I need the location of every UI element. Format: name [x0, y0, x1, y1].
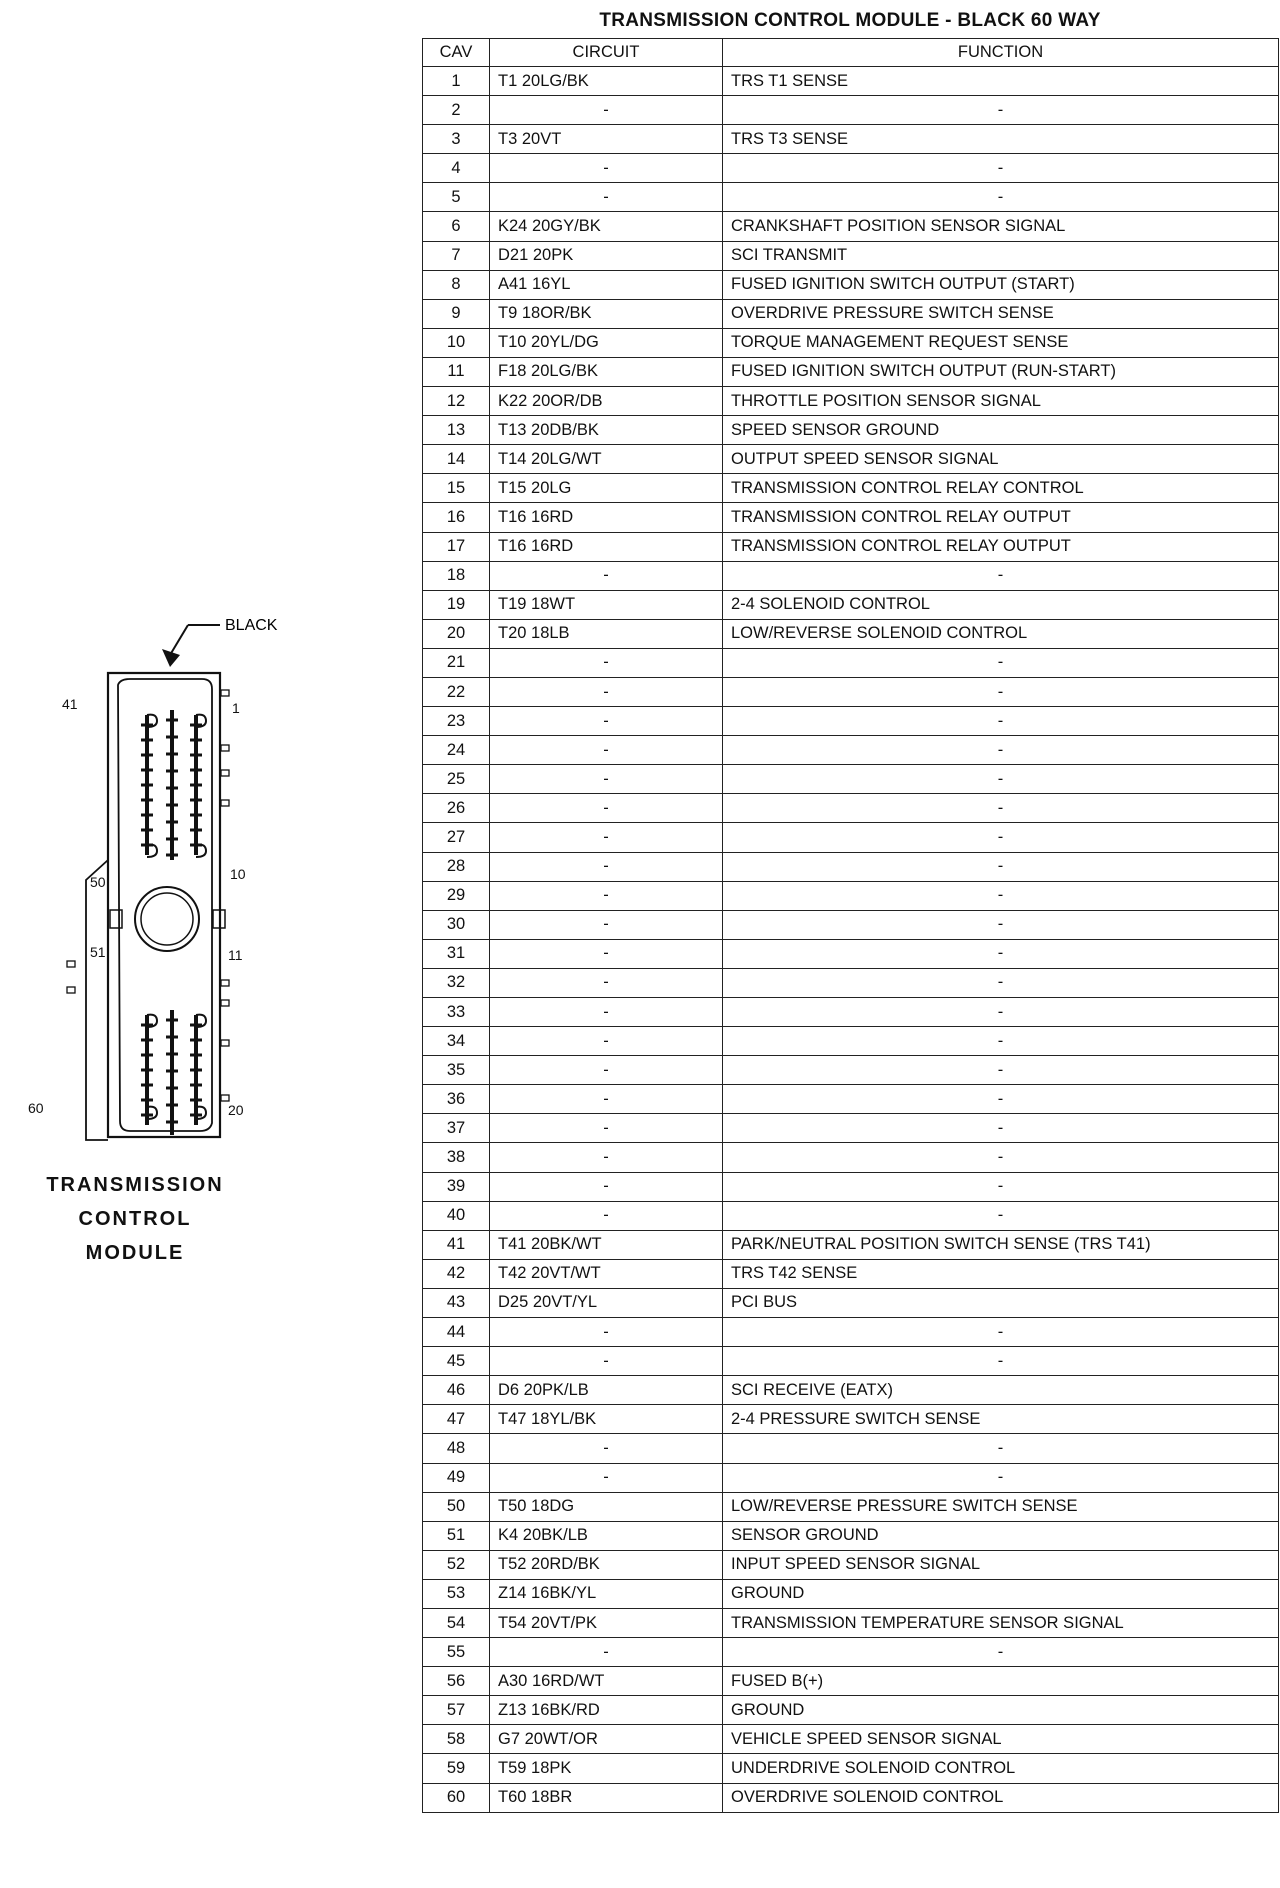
- table-row: [423, 648, 1279, 677]
- function-cell: 2-4 PRESSURE SWITCH SENSE: [723, 1405, 1279, 1434]
- function-cell: -: [723, 765, 1279, 794]
- cav-cell: 40: [423, 1201, 490, 1230]
- table-row: [423, 445, 1279, 474]
- caption-line: CONTROL: [78, 1208, 192, 1230]
- table-row: [423, 1318, 1279, 1347]
- circuit-cell: -: [490, 561, 723, 590]
- circuit-cell: T13 20DB/BK: [490, 416, 723, 445]
- circuit-cell: -: [490, 1172, 723, 1201]
- circuit-cell: T9 18OR/BK: [490, 299, 723, 328]
- cav-cell: 18: [423, 561, 490, 590]
- cav-cell: 20: [423, 619, 490, 648]
- table-row: [423, 765, 1279, 794]
- circuit-cell: -: [490, 881, 723, 910]
- cav-cell: 58: [423, 1725, 490, 1754]
- function-cell: FUSED IGNITION SWITCH OUTPUT (RUN-START): [723, 357, 1279, 386]
- table-row: [423, 299, 1279, 328]
- function-cell: -: [723, 1143, 1279, 1172]
- function-cell: SCI RECEIVE (EATX): [723, 1376, 1279, 1405]
- cav-cell: 27: [423, 823, 490, 852]
- table-row: [423, 1638, 1279, 1667]
- caption-line: TRANSMISSION: [46, 1174, 224, 1196]
- table-row: [423, 1085, 1279, 1114]
- cav-cell: 43: [423, 1288, 490, 1317]
- pinout-table: [422, 38, 1279, 1813]
- function-cell: SPEED SENSOR GROUND: [723, 416, 1279, 445]
- table-row: [423, 1579, 1279, 1608]
- circuit-cell: T3 20VT: [490, 125, 723, 154]
- table-row: [423, 67, 1279, 96]
- table-row: [423, 1667, 1279, 1696]
- cav-cell: 51: [423, 1521, 490, 1550]
- table-row: [423, 561, 1279, 590]
- table-row: [423, 1347, 1279, 1376]
- table-row: [423, 154, 1279, 183]
- function-cell: -: [723, 707, 1279, 736]
- circuit-cell: -: [490, 1114, 723, 1143]
- table-row: [423, 1027, 1279, 1056]
- cav-cell: 46: [423, 1376, 490, 1405]
- table-row: [423, 1434, 1279, 1463]
- circuit-cell: -: [490, 794, 723, 823]
- cav-cell: 45: [423, 1347, 490, 1376]
- cav-cell: 7: [423, 241, 490, 270]
- function-cell: -: [723, 852, 1279, 881]
- table-row: [423, 503, 1279, 532]
- table-row: [423, 939, 1279, 968]
- table-row: [423, 736, 1279, 765]
- cav-cell: 42: [423, 1259, 490, 1288]
- circuit-cell: -: [490, 852, 723, 881]
- cav-cell: 15: [423, 474, 490, 503]
- function-cell: TRS T42 SENSE: [723, 1259, 1279, 1288]
- circuit-cell: -: [490, 998, 723, 1027]
- cav-cell: 19: [423, 590, 490, 619]
- circuit-cell: -: [490, 707, 723, 736]
- cav-cell: 4: [423, 154, 490, 183]
- circuit-cell: -: [490, 1085, 723, 1114]
- function-cell: -: [723, 1201, 1279, 1230]
- function-cell: PCI BUS: [723, 1288, 1279, 1317]
- function-cell: OVERDRIVE PRESSURE SWITCH SENSE: [723, 299, 1279, 328]
- table-row: [423, 328, 1279, 357]
- cav-cell: 35: [423, 1056, 490, 1085]
- function-cell: OUTPUT SPEED SENSOR SIGNAL: [723, 445, 1279, 474]
- cav-cell: 60: [423, 1783, 490, 1812]
- cav-cell: 12: [423, 387, 490, 416]
- connector-flange: [86, 860, 108, 1140]
- function-cell: -: [723, 1056, 1279, 1085]
- cav-cell: 56: [423, 1667, 490, 1696]
- cav-cell: 33: [423, 998, 490, 1027]
- circuit-cell: -: [490, 183, 723, 212]
- table-row: [423, 1521, 1279, 1550]
- cav-cell: 54: [423, 1608, 490, 1637]
- circuit-cell: T16 16RD: [490, 503, 723, 532]
- table-row: [423, 1550, 1279, 1579]
- cav-cell: 57: [423, 1696, 490, 1725]
- cav-cell: 55: [423, 1638, 490, 1667]
- table-row: [423, 677, 1279, 706]
- table-row: [423, 1754, 1279, 1783]
- pin-label-20: 20: [228, 1102, 244, 1118]
- table-row: [423, 1143, 1279, 1172]
- circuit-cell: -: [490, 1638, 723, 1667]
- function-cell: -: [723, 939, 1279, 968]
- circuit-cell: D6 20PK/LB: [490, 1376, 723, 1405]
- pointer-line: [170, 625, 188, 655]
- table-row: [423, 125, 1279, 154]
- table-row: [423, 881, 1279, 910]
- table-row: [423, 1288, 1279, 1317]
- table-row: [423, 1376, 1279, 1405]
- function-cell: TRANSMISSION CONTROL RELAY OUTPUT: [723, 503, 1279, 532]
- cav-cell: 52: [423, 1550, 490, 1579]
- circuit-cell: -: [490, 736, 723, 765]
- table-row: [423, 823, 1279, 852]
- table-row: [423, 1259, 1279, 1288]
- cav-cell: 17: [423, 532, 490, 561]
- function-cell: -: [723, 1434, 1279, 1463]
- circuit-cell: T19 18WT: [490, 590, 723, 619]
- function-cell: SCI TRANSMIT: [723, 241, 1279, 270]
- table-row: [423, 590, 1279, 619]
- circuit-cell: D21 20PK: [490, 241, 723, 270]
- cav-cell: 5: [423, 183, 490, 212]
- black-label: BLACK: [225, 617, 278, 634]
- cav-cell: 39: [423, 1172, 490, 1201]
- table-row: [423, 794, 1279, 823]
- circuit-cell: A30 16RD/WT: [490, 1667, 723, 1696]
- function-cell: VEHICLE SPEED SENSOR SIGNAL: [723, 1725, 1279, 1754]
- header-function: FUNCTION: [723, 39, 1279, 67]
- table-row: [423, 532, 1279, 561]
- function-cell: UNDERDRIVE SOLENOID CONTROL: [723, 1754, 1279, 1783]
- table-row: [423, 387, 1279, 416]
- connector-diagram: [20, 615, 290, 1155]
- table-row: [423, 357, 1279, 386]
- table-row: [423, 1201, 1279, 1230]
- cav-cell: 3: [423, 125, 490, 154]
- circuit-cell: K4 20BK/LB: [490, 1521, 723, 1550]
- cav-cell: 48: [423, 1434, 490, 1463]
- circuit-cell: -: [490, 968, 723, 997]
- circuit-cell: -: [490, 910, 723, 939]
- function-cell: -: [723, 183, 1279, 212]
- function-cell: -: [723, 96, 1279, 125]
- cav-cell: 23: [423, 707, 490, 736]
- table-row: [423, 1463, 1279, 1492]
- table-row: [423, 270, 1279, 299]
- module-caption: [40, 1168, 230, 1270]
- circuit-cell: -: [490, 677, 723, 706]
- function-cell: -: [723, 998, 1279, 1027]
- circuit-cell: Z14 16BK/YL: [490, 1579, 723, 1608]
- function-cell: THROTTLE POSITION SENSOR SIGNAL: [723, 387, 1279, 416]
- pin-label-41: 41: [62, 696, 78, 712]
- table-row: [423, 1725, 1279, 1754]
- table-row: [423, 1230, 1279, 1259]
- cav-cell: 8: [423, 270, 490, 299]
- function-cell: -: [723, 1114, 1279, 1143]
- circuit-cell: Z13 16BK/RD: [490, 1696, 723, 1725]
- function-cell: GROUND: [723, 1696, 1279, 1725]
- function-cell: TRANSMISSION TEMPERATURE SENSOR SIGNAL: [723, 1608, 1279, 1637]
- circuit-cell: -: [490, 1143, 723, 1172]
- cav-cell: 6: [423, 212, 490, 241]
- function-cell: -: [723, 1027, 1279, 1056]
- side-latch-left: [110, 910, 122, 928]
- circuit-cell: -: [490, 1463, 723, 1492]
- function-cell: -: [723, 823, 1279, 852]
- function-cell: -: [723, 1347, 1279, 1376]
- circuit-cell: G7 20WT/OR: [490, 1725, 723, 1754]
- cav-cell: 16: [423, 503, 490, 532]
- table-row: [423, 1114, 1279, 1143]
- circuit-cell: T60 18BR: [490, 1783, 723, 1812]
- table-row: [423, 968, 1279, 997]
- function-cell: INPUT SPEED SENSOR SIGNAL: [723, 1550, 1279, 1579]
- cav-cell: 21: [423, 648, 490, 677]
- circuit-cell: -: [490, 1347, 723, 1376]
- function-cell: -: [723, 1318, 1279, 1347]
- function-cell: FUSED B(+): [723, 1667, 1279, 1696]
- function-cell: -: [723, 910, 1279, 939]
- table-row: [423, 183, 1279, 212]
- function-cell: TORQUE MANAGEMENT REQUEST SENSE: [723, 328, 1279, 357]
- circuit-cell: T59 18PK: [490, 1754, 723, 1783]
- function-cell: -: [723, 154, 1279, 183]
- center-boss-inner: [141, 893, 193, 945]
- function-cell: TRANSMISSION CONTROL RELAY CONTROL: [723, 474, 1279, 503]
- cav-cell: 25: [423, 765, 490, 794]
- circuit-cell: -: [490, 154, 723, 183]
- pin-label-10: 10: [230, 866, 246, 882]
- table-row: [423, 212, 1279, 241]
- function-cell: -: [723, 881, 1279, 910]
- circuit-cell: D25 20VT/YL: [490, 1288, 723, 1317]
- table-row: [423, 96, 1279, 125]
- circuit-cell: -: [490, 939, 723, 968]
- circuit-cell: -: [490, 1318, 723, 1347]
- cav-cell: 37: [423, 1114, 490, 1143]
- pin-label-11: 11: [228, 947, 243, 963]
- pin-label-51: 51: [90, 944, 106, 960]
- function-cell: -: [723, 1172, 1279, 1201]
- pin-label-1: 1: [232, 700, 240, 716]
- function-cell: -: [723, 561, 1279, 590]
- function-cell: 2-4 SOLENOID CONTROL: [723, 590, 1279, 619]
- table-row: [423, 1492, 1279, 1521]
- pin-label-60: 60: [28, 1100, 44, 1116]
- function-cell: -: [723, 677, 1279, 706]
- circuit-cell: T15 20LG: [490, 474, 723, 503]
- cav-cell: 1: [423, 67, 490, 96]
- function-cell: PARK/NEUTRAL POSITION SWITCH SENSE (TRS T41): [723, 1230, 1279, 1259]
- function-cell: CRANKSHAFT POSITION SENSOR SIGNAL: [723, 212, 1279, 241]
- circuit-cell: T1 20LG/BK: [490, 67, 723, 96]
- cav-cell: 47: [423, 1405, 490, 1434]
- circuit-cell: -: [490, 765, 723, 794]
- function-cell: LOW/REVERSE PRESSURE SWITCH SENSE: [723, 1492, 1279, 1521]
- table-row: [423, 998, 1279, 1027]
- cav-cell: 14: [423, 445, 490, 474]
- table-row: [423, 619, 1279, 648]
- cav-cell: 28: [423, 852, 490, 881]
- circuit-cell: T50 18DG: [490, 1492, 723, 1521]
- function-cell: TRS T1 SENSE: [723, 67, 1279, 96]
- circuit-cell: T52 20RD/BK: [490, 1550, 723, 1579]
- circuit-cell: F18 20LG/BK: [490, 357, 723, 386]
- caption-line: MODULE: [85, 1242, 185, 1264]
- cav-cell: 24: [423, 736, 490, 765]
- circuit-cell: -: [490, 1434, 723, 1463]
- function-cell: FUSED IGNITION SWITCH OUTPUT (START): [723, 270, 1279, 299]
- cav-cell: 36: [423, 1085, 490, 1114]
- cav-cell: 53: [423, 1579, 490, 1608]
- cav-cell: 34: [423, 1027, 490, 1056]
- cav-cell: 29: [423, 881, 490, 910]
- circuit-cell: A41 16YL: [490, 270, 723, 299]
- circuit-cell: T41 20BK/WT: [490, 1230, 723, 1259]
- function-cell: TRS T3 SENSE: [723, 125, 1279, 154]
- circuit-cell: T54 20VT/PK: [490, 1608, 723, 1637]
- cav-cell: 49: [423, 1463, 490, 1492]
- circuit-cell: T20 18LB: [490, 619, 723, 648]
- cav-cell: 59: [423, 1754, 490, 1783]
- page-title: TRANSMISSION CONTROL MODULE - BLACK 60 WAY: [599, 10, 1101, 31]
- table-row: [423, 241, 1279, 270]
- circuit-cell: T14 20LG/WT: [490, 445, 723, 474]
- circuit-cell: T47 18YL/BK: [490, 1405, 723, 1434]
- cav-cell: 30: [423, 910, 490, 939]
- header-circuit: CIRCUIT: [490, 39, 723, 67]
- cav-cell: 13: [423, 416, 490, 445]
- cav-cell: 10: [423, 328, 490, 357]
- cav-cell: 2: [423, 96, 490, 125]
- circuit-cell: T10 20YL/DG: [490, 328, 723, 357]
- table-row: [423, 852, 1279, 881]
- circuit-cell: -: [490, 648, 723, 677]
- function-cell: -: [723, 736, 1279, 765]
- table-row: [423, 707, 1279, 736]
- table-row: [423, 1172, 1279, 1201]
- pin-label-50: 50: [90, 874, 106, 890]
- cav-cell: 22: [423, 677, 490, 706]
- table-header-row: [423, 39, 1279, 67]
- cav-cell: 9: [423, 299, 490, 328]
- cav-cell: 31: [423, 939, 490, 968]
- table-row: [423, 1056, 1279, 1085]
- function-cell: OVERDRIVE SOLENOID CONTROL: [723, 1783, 1279, 1812]
- header-cav: CAV: [423, 39, 490, 67]
- table-row: [423, 474, 1279, 503]
- table-row: [423, 1783, 1279, 1812]
- function-cell: LOW/REVERSE SOLENOID CONTROL: [723, 619, 1279, 648]
- table-row: [423, 1608, 1279, 1637]
- circuit-cell: -: [490, 1027, 723, 1056]
- cav-cell: 38: [423, 1143, 490, 1172]
- circuit-cell: K24 20GY/BK: [490, 212, 723, 241]
- cav-cell: 44: [423, 1318, 490, 1347]
- cav-cell: 32: [423, 968, 490, 997]
- table-row: [423, 910, 1279, 939]
- circuit-cell: T42 20VT/WT: [490, 1259, 723, 1288]
- cav-cell: 11: [423, 357, 490, 386]
- circuit-cell: -: [490, 1201, 723, 1230]
- function-cell: -: [723, 1638, 1279, 1667]
- function-cell: -: [723, 968, 1279, 997]
- table-row: [423, 1405, 1279, 1434]
- function-cell: SENSOR GROUND: [723, 1521, 1279, 1550]
- circuit-cell: -: [490, 1056, 723, 1085]
- table-row: [423, 416, 1279, 445]
- function-cell: GROUND: [723, 1579, 1279, 1608]
- function-cell: -: [723, 1463, 1279, 1492]
- cav-cell: 26: [423, 794, 490, 823]
- function-cell: -: [723, 794, 1279, 823]
- circuit-cell: -: [490, 823, 723, 852]
- circuit-cell: -: [490, 96, 723, 125]
- circuit-cell: T16 16RD: [490, 532, 723, 561]
- table-row: [423, 1696, 1279, 1725]
- cav-cell: 41: [423, 1230, 490, 1259]
- function-cell: -: [723, 1085, 1279, 1114]
- function-cell: -: [723, 648, 1279, 677]
- connector-outer-body: [108, 673, 220, 1137]
- circuit-cell: K22 20OR/DB: [490, 387, 723, 416]
- function-cell: TRANSMISSION CONTROL RELAY OUTPUT: [723, 532, 1279, 561]
- center-boss: [135, 887, 199, 951]
- cav-cell: 50: [423, 1492, 490, 1521]
